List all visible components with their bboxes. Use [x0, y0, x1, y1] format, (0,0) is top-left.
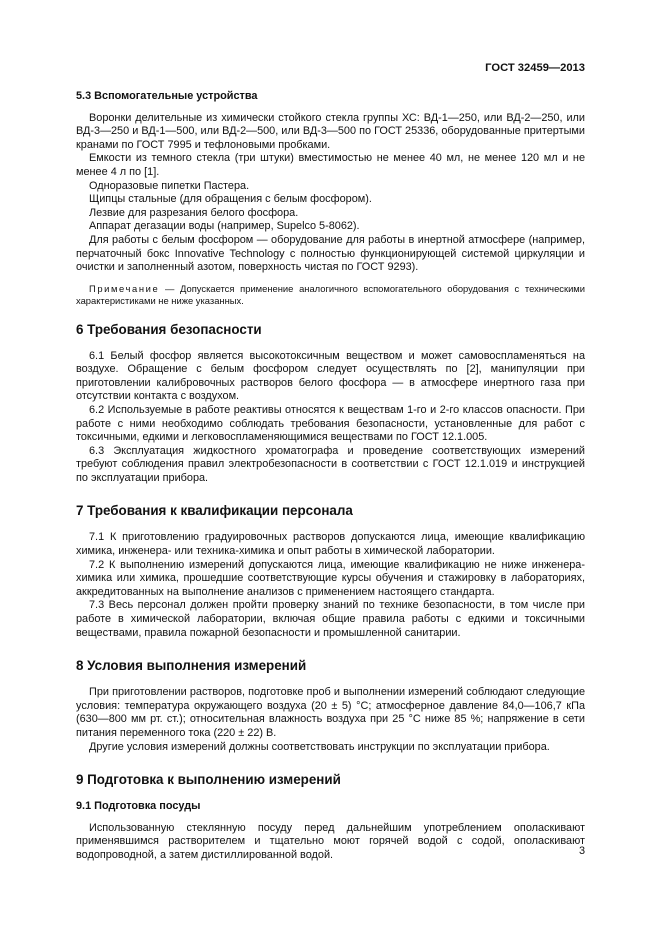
paragraph-5-3-3: Одноразовые пипетки Пастера.	[89, 179, 250, 192]
paragraph-9-1-1: Использованную стеклянную посуду перед дальнейшим употреблением ополаскивают применявшимся растворителем и тщательно моют горячей водой с содой, ополаскивают водопроводной, а затем дистиллированной водой.	[76, 821, 585, 861]
paragraph-6-3: 6.3 Эксплуатация жидкостного хроматографа и проведение соответствующих измерений требуют соблюдения правил электробезопасности в соответствии с ГОСТ 12.1.019 и инструкцией по эксплуатации прибора.	[76, 444, 585, 484]
paragraph-5-3-5: Лезвие для разрезания белого фосфора.	[89, 206, 299, 219]
paragraph-8-1: При приготовлении растворов, подготовке проб и выполнении измерений соблюдают следующие условия: температура окружающего воздуха (20 ± 5) °С; атмосферное давление 84,0—106,7 кПа (630—800 мм рт. ст.); относительная влажность воздуха при 25 °С ниже 85 %; напряжение в сети питания переменного тока (220 ± 22) В.	[76, 686, 585, 739]
subsection-title-9-1: 9.1 Подготовка посуды	[76, 800, 201, 813]
section-title-7: 7 Требования к квалификации персонала	[76, 503, 353, 519]
note-label: Примечание	[89, 282, 160, 294]
paragraph-5-3-2: Емкости из темного стекла (три штуки) вместимостью не менее 40 мл, не менее 120 мл и не менее 4 л по [1].	[76, 152, 585, 178]
paragraph-5-3-6: Аппарат дегазации воды (например, Supelco 5-8062).	[89, 220, 360, 233]
subsection-title-5-3: 5.3 Вспомогательные устройства	[76, 90, 258, 102]
section-title-9: 9 Подготовка к выполнению измерений	[76, 772, 341, 788]
page-number: 3	[578, 845, 585, 857]
paragraph-5-3-7: Для работы с белым фосфором — оборудование для работы в инертной атмосфере (например, перчаточный бокс Innovative Technology с полностью функционирующей системой циркуляции и очистки и заполненный азотом, поверхность чистая по ГОСТ 9293).	[76, 233, 585, 274]
paragraph-5-3-4: Щипцы стальные (для обращения с белым фосфором).	[89, 193, 372, 206]
section-title-6: 6 Требования безопасности	[76, 321, 262, 337]
paragraph-7-3: 7.3 Весь персонал должен пройти проверку знаний по технике безопасности, в том числе при работе в химической лаборатории, включая общие правила работы с едкими и токсичными веществами, правила пожарной безопасности и промышленной санитарии.	[76, 599, 585, 639]
paragraph-6-1: 6.1 Белый фосфор является высокотоксичным веществом и может самовоспламеняться на воздухе. Обращение с белым фосфором следует осуществлять по [2], манипуляции при приготовлении калибровочных растворов белого фосфора — в атмосфере инертного газа при отсутствии контакта с воздухом.	[76, 349, 585, 403]
note	[76, 283, 585, 308]
page-content	[76, 90, 585, 863]
paragraph-7-2: 7.2 К выполнению измерений допускаются лица, имеющие квалификацию не ниже инженера-химика или химика, прошедшие соответствующие курсы обучения и стажировку в лабораториях, аккредитованных на выполнение анализов с применением настоящего стандарта.	[76, 558, 585, 598]
note-text: — Допускается применение аналогичного вспомогательного оборудования с техническими характеристиками не ниже указанных.	[76, 282, 585, 307]
section-title-8: 8 Условия выполнения измерений	[76, 658, 307, 674]
paragraph-7-1: 7.1 К приготовлению градуировочных растворов допускаются лица, имеющие квалификацию химика, инженера- или техника-химика и опыт работы в химической лаборатории.	[76, 531, 585, 558]
paragraph-8-2: Другие условия измерений должны соответствовать инструкции по эксплуатации прибора.	[89, 740, 550, 753]
paragraph-6-2: 6.2 Используемые в работе реактивы относятся к веществам 1-го и 2-го классов опасности. При работе с ними необходимо соблюдать требования безопасности, установленные для работ с токсичными, едкими и легковоспламеняющимися веществами по ГОСТ 12.1.005.	[76, 403, 585, 444]
paragraph-5-3-1: Воронки делительные из химически стойкого стекла группы ХС: ВД-1—250, или ВД-2—250, или ВД-3—250 и ВД-1—500, или ВД-2—500, или ВД-3—500 по ГОСТ 25336, оборудованные притертыми кранами по ГОСТ 7995 и тефлоновыми пробками.	[76, 111, 585, 151]
standard-header: ГОСТ 32459—2013	[485, 62, 585, 74]
